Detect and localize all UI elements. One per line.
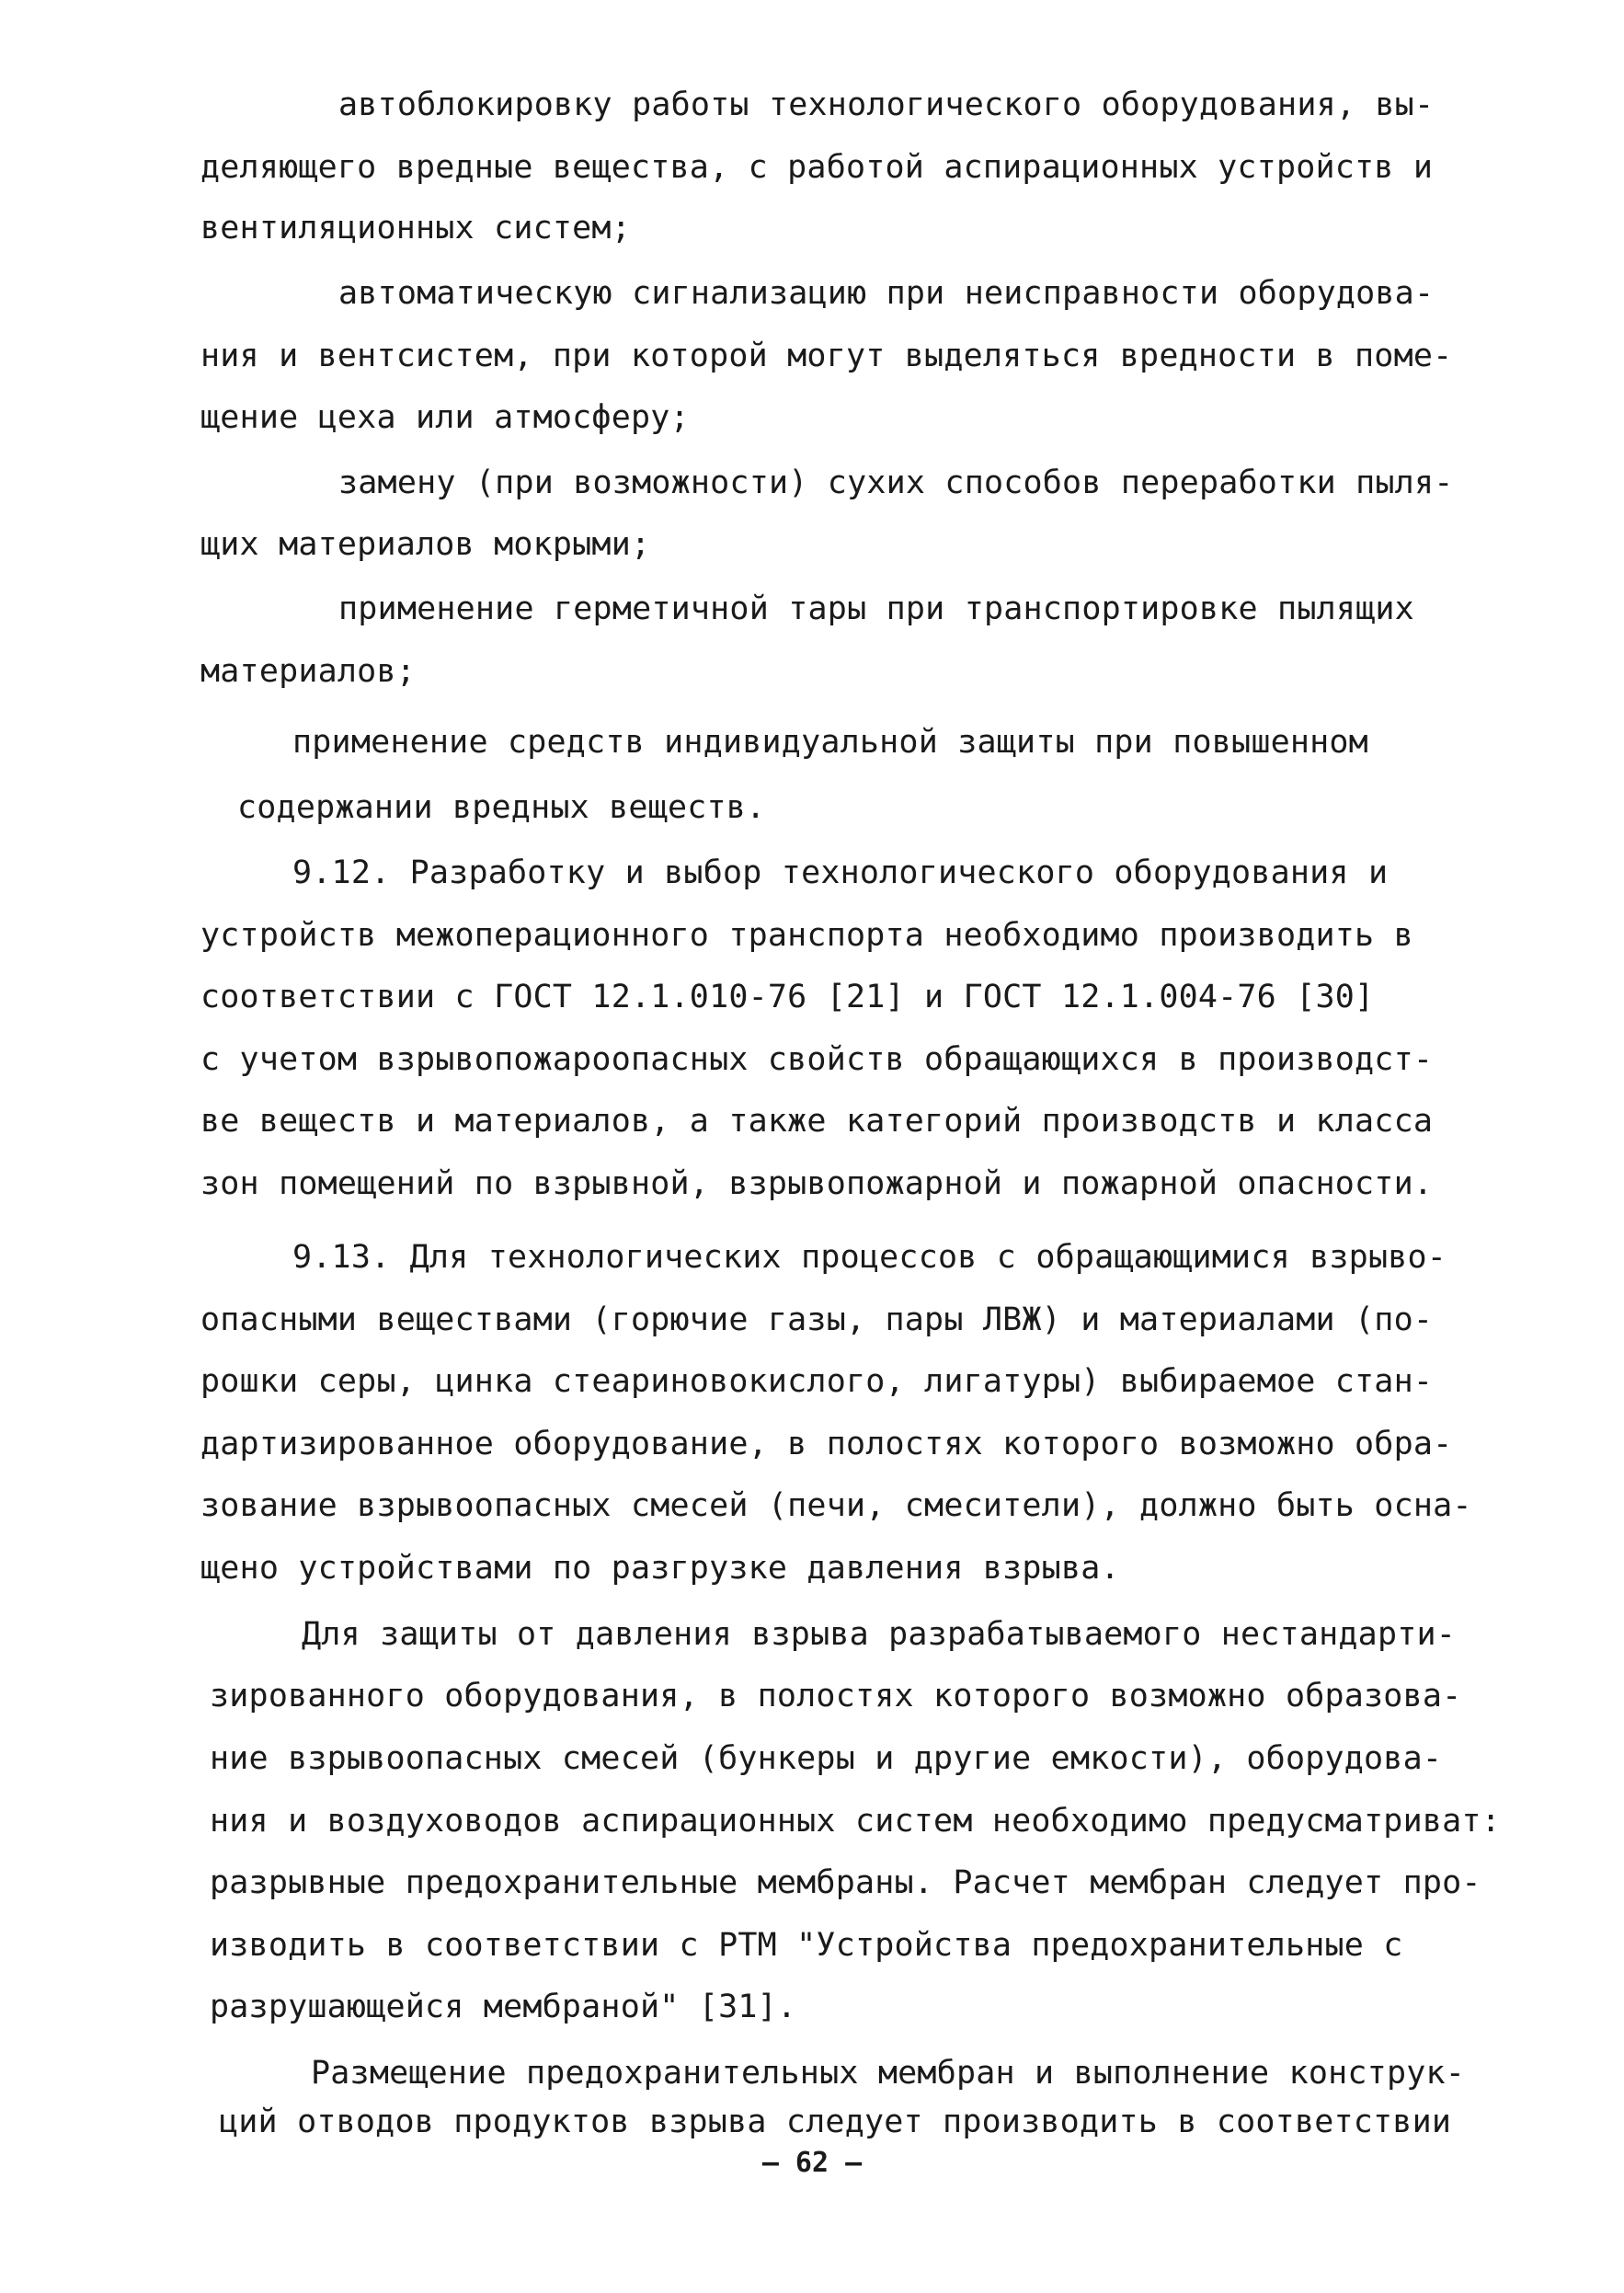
text-line: Для защиты от давления взрыва разрабатываемого нестандарти- [302, 1616, 1457, 1653]
text-line: щих материалов мокрыми; [200, 526, 651, 563]
text-line: деляющего вредные вещества, с работой аспирационных устройств и [200, 149, 1434, 186]
text-line: разрушающейся мембраной" [31]. [210, 1989, 797, 2025]
text-line: автоматическую сигнализацию при неисправности оборудова- [338, 275, 1435, 312]
text-line: щено устройствами по разгрузке давления взрыва. [200, 1550, 1120, 1587]
page-number: — 62 — [761, 2147, 863, 2179]
text-line: разрывные предохранительные мембраны. Расчет мембран следует про- [210, 1864, 1481, 1901]
text-line: зон помещений по взрывной, взрывопожарной и пожарной опасности. [200, 1165, 1434, 1202]
text-line: ций отводов продуктов взрыва следует производить в соответствии [219, 2104, 1452, 2140]
text-line: применение герметичной тары при транспортировке пылящих [338, 590, 1414, 627]
text-line: ние взрывоопасных смесей (бункеры и другие емкости), оборудова- [210, 1740, 1443, 1777]
text-line: зование взрывоопасных смесей (печи, смесители), должно быть осна- [200, 1487, 1472, 1524]
text-line: 9.13. Для технологических процессов с обращающимися взрыво- [292, 1239, 1447, 1276]
text-line: дартизированное оборудование, в полостях которого возможно обра- [200, 1426, 1453, 1462]
text-line: соответствии с ГОСТ 12.1.010-76 [21] и ГОСТ 12.1.004-76 [30] [200, 979, 1375, 1015]
text-line: вентиляционных систем; [200, 210, 631, 246]
text-line: с учетом взрывопожароопасных свойств обращающихся в производст- [200, 1041, 1434, 1078]
text-line: автоблокировку работы технологического оборудования, вы- [338, 86, 1435, 123]
text-line: устройств межоперационного транспорта необходимо производить в [200, 917, 1413, 954]
text-line: материалов; [200, 653, 416, 690]
text-line: ния и воздуховодов аспирационных систем необходимо предусматриват: [210, 1803, 1501, 1840]
text-line: опасными веществами (горючие газы, пары ЛВЖ) и материалами (по- [200, 1301, 1434, 1338]
text-line: замену (при возможности) сухих способов переработки пыля- [338, 464, 1454, 501]
text-line: ве веществ и материалов, а также категорий производств и класса [200, 1103, 1434, 1140]
text-line: зированного оборудования, в полостях которого возможно образова- [210, 1678, 1462, 1714]
text-line: применение средств индивидуальной защиты при повышенном [292, 724, 1368, 761]
text-line: содержании вредных веществ. [237, 789, 766, 826]
text-line: щение цеха или атмосферу; [200, 399, 690, 436]
text-line: рошки серы, цинка стеариновокислого, лигатуры) выбираемое стан- [200, 1363, 1434, 1400]
text-line: ния и вентсистем, при которой могут выделяться вредности в поме- [200, 338, 1453, 374]
text-line: Размещение предохранительных мембран и выполнение конструк- [311, 2055, 1466, 2092]
text-line: 9.12. Разработку и выбор технологического оборудования и [292, 854, 1389, 891]
text-line: изводить в соответствии с РТМ "Устройства предохранительные с [210, 1927, 1403, 1964]
